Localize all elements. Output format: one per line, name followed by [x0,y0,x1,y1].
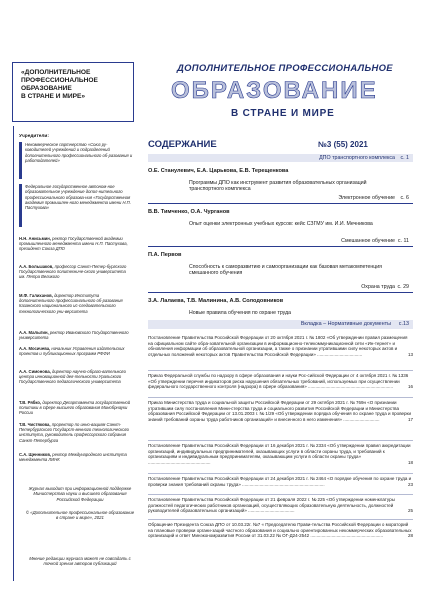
legal-item[interactable] [148,476,413,487]
founder-bar [19,142,22,179]
legal-item-page: 23 [407,481,413,487]
board-member-role: начальник Управления издательских проектов и публикационных программ РФФИ [19,346,125,357]
masthead-line-3: В СТРАНЕ И МИРЕ [231,108,335,119]
legal-item[interactable] [148,335,413,357]
legal-item-text: Постановление Правительства Российской Федерации от 16 декабря 2021 г. № 2334 «Об утверждении правил аккредитации организаций, индивидуальных предпринимателей, оказывающих услуги в области охраны труда, и требований к организациям и индивидуальным предпринимателям, оказывающим услуги в области охраны труда» .................................................. [148,443,411,465]
board-member [19,346,133,356]
article-title[interactable]: Новые правила обучения по охране труда [189,310,292,316]
section-label: Электронное обучение [338,195,395,201]
registration-note: Журнал выходит при информационной поддержке Министерства науки и высшего образования Российской Федерации [28,486,132,502]
legal-item[interactable] [148,522,413,539]
board-member-name: А.А. Малыгин, [19,330,49,335]
legal-item[interactable] [148,497,413,514]
section-page: с. 6 [400,195,409,201]
board-member [19,422,133,443]
article-title[interactable]: Программы ДПО как инструмент развития образовательных организаций транспортного комплекса [189,180,367,193]
board-member-role: директор Департамента государственной политики в сфере высшего образования Минобрнауки России [19,400,131,416]
board-member [19,400,133,416]
legal-item-page: 17 [407,416,413,422]
legal-item-text: Постановление Правительства Российской Федерации от 24 декабря 2021 г. № 2464 «О порядке обучения по охране труда и проверки знания требований охраны труда» .................................................................. [148,476,412,487]
sidebar [12,8,134,592]
divider [148,370,413,371]
sidebar-divider [13,126,14,581]
board-member-name: А.А. Большаков, [19,264,54,269]
board-member-name: Т.В. Чистякова, [19,422,51,427]
board-member-name: А.А. Симонова, [19,369,51,374]
board-member [19,369,133,385]
article-authors[interactable]: В.В. Тимченко, О.А. Чурганов [148,209,230,215]
legal-item-text: Постановление Правительства Российской Федерации от 20 октября 2021 г. № 1802 «Об утверждении правил размещения на официальном сайте обра-зовательной организации в информационно-телекоммуникационной сети «Ин-тернет» и обновления информации об образовательной организации, а также о признании утратившими силу некоторых актов и отдельных положений некоторых актов Правительства Российской Федерации» .................................... [148,335,408,357]
opinion-note: Мнение редакции журнала может не совпадать с точкой зрения авторов публикаций [29,556,131,567]
journal-title-line: ОБРАЗОВАНИЕ [21,85,72,92]
journal-title-line: В СТРАНЕ И МИРЕ» [21,93,86,100]
masthead-line-2: ОБРАЗОВАНИЕ [171,77,378,104]
legal-item-text: Приказ Федеральной службы по надзору в сфере образования и науки Рос-сийской Федерации от 4 октября 2021 г. № 1336 «Об утверждении перечня индикаторов риска нарушения обязательных требований, используемых при осуществлении федерального государственного контроля (надзора) в сфере образования» .................................................................... [148,373,409,389]
board-member-role: ректор Ивановского Государственного университета [19,330,129,341]
article-title[interactable]: Опыт оценки электронных учебных курсов: кейс СЗГМУ им. И.И. Мечникова [189,221,373,227]
article-authors[interactable]: О.Е. Станулевич, Е.А. Царькова, Е.В. Терещенкова [148,168,289,174]
section-label: ДПО транспортного комплекса [319,155,395,161]
board-member-name: С.А. Щенников, [19,452,52,457]
board-member-name: М.Ф. Галиханов, [19,293,53,298]
board-member-name: А.А. Мосичева, [19,346,51,351]
section-label: Смешанное обучение [341,238,395,244]
divider [148,397,413,398]
board-member-name: Н.Н. Анисьмин, [19,236,51,241]
legal-item-text: Постановление Правительства Российской Федерации от 21 февраля 2022 г. № 225 «Об утверждении номенклатуры должностей педагогических работников организаций, осуществляющих образовательную деятельность, должностей руководителей образовательных организаций» ..................................... [148,497,395,513]
legal-item-page: 18 [407,459,413,465]
founder-bar [19,184,22,227]
article-title[interactable]: Способность к саморазвитию и самоорганизации как базовая метакомпетенция смешанного обучения [189,264,382,277]
founders-label: Учредители: [19,134,49,139]
board-member-role: проректор по инно-вациям Санкт-Петербургского Государст-венного технологического института, руководитель профессорского собрания Санкт-Петербурга [19,422,129,443]
legal-item[interactable] [148,373,413,390]
legal-item[interactable] [148,400,413,422]
board-member-role: ректор Государственной академии промышленного менеджмента имени Н.П. Пастухова, президент Союза ДПО [19,236,128,252]
section-page: с. 11 [397,238,409,244]
legal-item-page: 13 [407,351,413,357]
contents-title: СОДЕРЖАНИЕ [148,139,217,150]
legal-item[interactable] [148,443,413,465]
journal-title-line: ПРОФЕССИОНАЛЬНОЕ [21,77,98,84]
section-page: с. 1 [400,155,409,161]
divider [148,440,413,441]
board-member-name: Т.В. Рябко, [19,400,42,405]
legal-item-text: Приказ Министерства труда и социальной защиты Российской Федерации от 29 октября 2021 г. № 769н «О признании утратившим силу постановления Мини-стерства труда и социального развития Российской Федерации и Министерства образования Российской Федерации от 13.01.2003 г. № 1/29 «Об утверждении порядка обучения по охране труда и проверки знаний требований охраны труда работников организаций» и внесенного в него изменения» ............................. [148,400,412,422]
section-label: Вкладка – Нормативные документы [300,321,391,327]
section-line [148,238,413,247]
section-band [148,154,413,162]
legal-section-band [148,320,413,329]
board-member [19,293,133,314]
legal-item-text: Обращение Президента Союза ДПО от 10.03.22г. №7 « Председателю Прави-тельства Российской Федерации о мораторий на плановые проверки органи-заций частного образования и социально ориентированных некоммерческих образовательных организаций и ответ Минэкономразвития России от 31.03.22 № ОГ-Д24-2542 .......................................................... [148,522,412,538]
legal-item-page: 16 [407,384,413,389]
board-member-role: директор Института дополнительного профессионального об-разования Казанского национального ис-следовательского технологического уни-верситета [19,293,123,314]
journal-title-box [12,62,134,122]
legal-item-page: 28 [407,533,413,538]
board-member [19,452,133,462]
board-member [19,236,133,252]
founder-2: Федеральное государственное автоном-ное образовательное учреждение допол-нительного профессионального образова-ния «Государственная академия промышлен-ного менеджмента имени Н.П. Пастухова» [25,184,131,211]
board-member [19,330,133,340]
board-member-role: директор научно-образо-вательного центра инновационной дея-тельности Уральского Государственного педагогического университета [19,369,126,385]
divider [148,473,413,474]
divider [148,519,413,520]
copyright-note: © «Дополнительное профессиональное образование в стране и мире», 2021 [25,510,135,521]
section-line [148,284,413,293]
legal-item-page: 25 [407,508,413,513]
board-member-role: профессор Санкт-Петер-бургского Государственного политехниче-ского университета им. Петра Великого [19,264,127,280]
divider [148,494,413,495]
article-authors[interactable]: П.А. Первов [148,252,182,258]
section-page: с.13 [398,321,409,327]
section-line [148,195,413,204]
masthead-line-1: ДОПОЛНИТЕЛЬНОЕ ПРОФЕССИОНАЛЬНОЕ [177,63,393,73]
board-member-role: ректор Международного института менеджмента ЛИНК [19,452,127,463]
section-page: с. 29 [397,284,409,290]
board-member [19,264,133,280]
issue-number: №3 (55) 2021 [318,140,368,149]
journal-title-line: «ДОПОЛНИТЕЛЬНОЕ [21,69,91,76]
section-label: Охрана труда [361,284,395,290]
founder-1: Некоммерческое партнерство «Союз ру-ководителей учреждений и подразделений дополнительного профессионального об-разования и работодателей» [25,142,133,163]
article-authors[interactable]: З.А. Лалаева, Т.В. Малинина, А.В. Солодовников [148,298,284,304]
